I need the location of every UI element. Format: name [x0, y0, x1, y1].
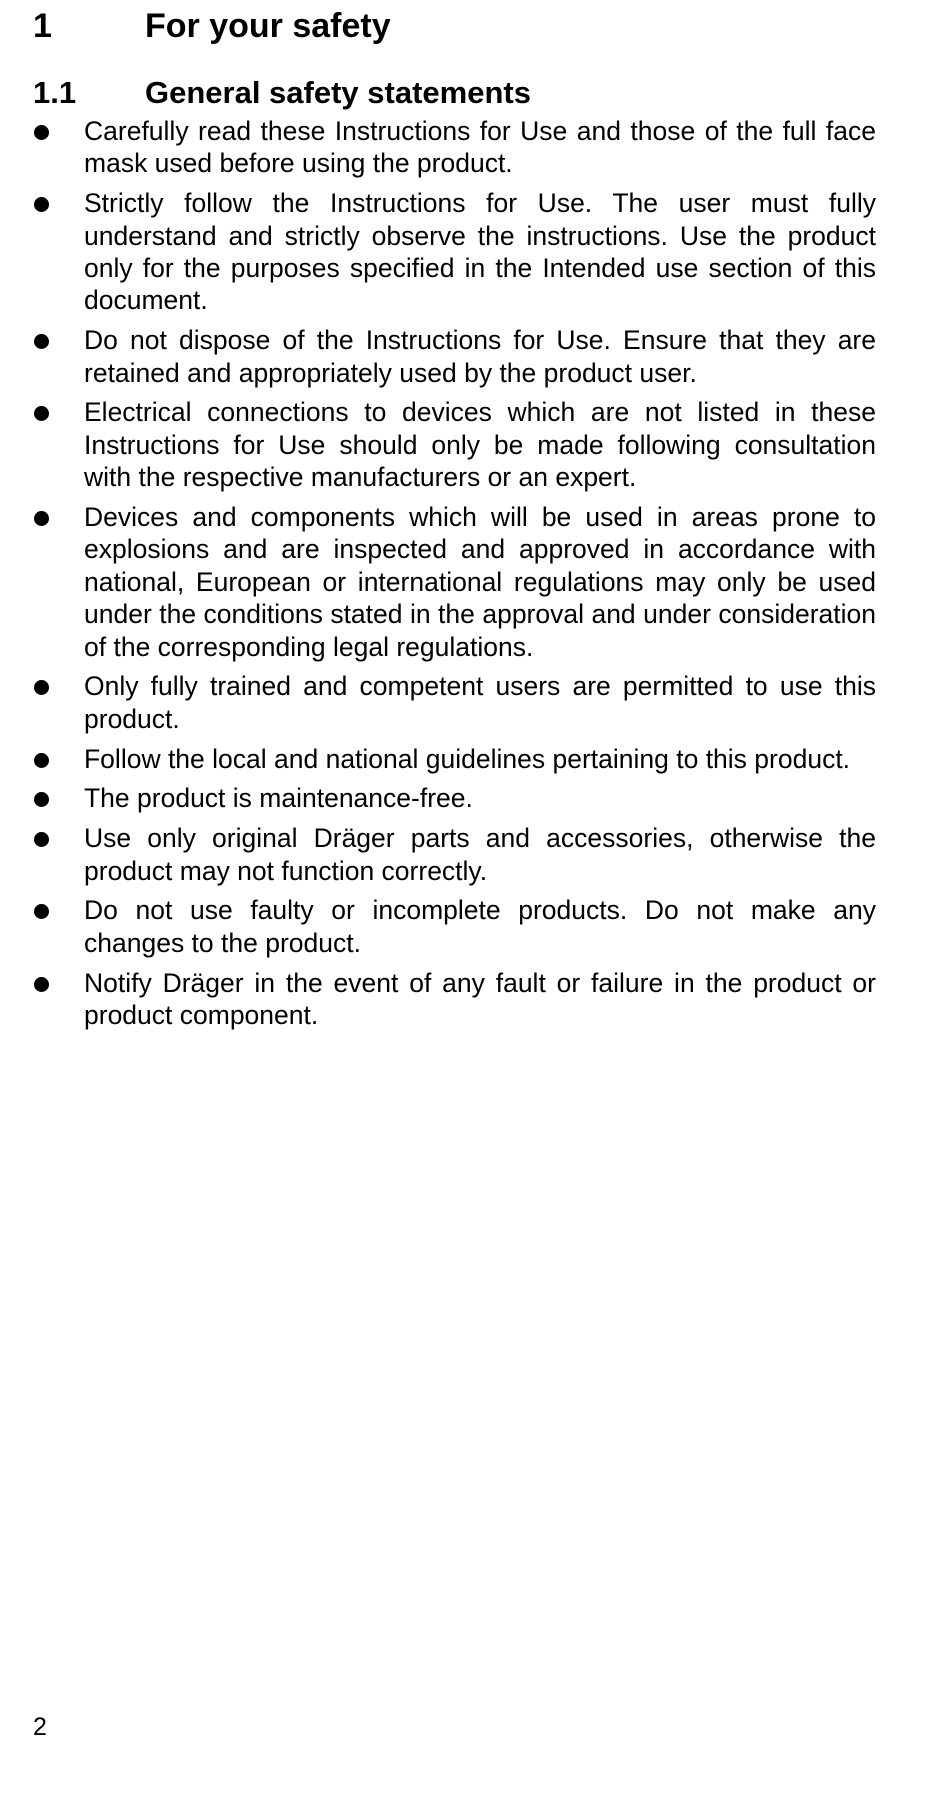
bullet-icon — [34, 832, 49, 847]
list-item — [84, 187, 876, 317]
list-item — [84, 501, 876, 663]
list-item — [84, 670, 876, 735]
subsection-number: 1.1 — [33, 75, 77, 110]
safety-statements-list — [84, 115, 876, 1039]
bullet-icon — [34, 680, 49, 695]
list-item — [84, 324, 876, 389]
list-item-text: Strictly follow the Instructions for Use. The user must fully understand and strictly observe the instructions. Use the product only for the purposes specified in the Intended use section of this document. — [84, 188, 876, 316]
list-item-text: Only fully trained and competent users are permitted to use this product. — [84, 671, 876, 734]
section-title: For your safety — [145, 7, 391, 45]
bullet-icon — [34, 511, 49, 526]
list-item — [84, 894, 876, 959]
bullet-icon — [34, 753, 49, 768]
list-item-text: Notify Dräger in the event of any fault or failure in the product or product component. — [84, 967, 876, 1031]
list-item — [84, 115, 876, 180]
bullet-icon — [34, 334, 49, 349]
section-heading — [33, 9, 391, 43]
bullet-icon — [34, 125, 49, 140]
list-item-text: Do not dispose of the Instructions for Use. Ensure that they are retained and appropriately used by the product user. — [84, 325, 876, 388]
page-number: 2 — [33, 1713, 47, 1741]
bullet-icon — [34, 197, 49, 212]
list-item-text: Carefully read these Instructions for Use and those of the full face mask used before using the product. — [84, 116, 876, 179]
list-item — [84, 967, 876, 1032]
list-item — [84, 782, 876, 814]
list-item-text: Do not use faulty or incomplete products. Do not make any changes to the product. — [84, 895, 876, 958]
bullet-icon — [34, 406, 49, 421]
list-item-text: The product is maintenance-free. — [84, 783, 473, 814]
section-number: 1 — [33, 7, 52, 45]
subsection-heading — [33, 77, 531, 108]
list-item-text: Follow the local and national guidelines pertaining to this product. — [84, 743, 851, 774]
bullet-icon — [34, 904, 49, 919]
list-item — [84, 396, 876, 493]
list-item-text: Electrical connections to devices which are not listed in these Instructions for Use should only be made following consultation with the respective manufacturers or an expert. — [84, 397, 876, 493]
list-item-text: Devices and components which will be used in areas prone to explosions and are inspected and approved in accordance with national, European or international regulations may only be used under the conditions stated in the approval and under consideration of the corresponding legal regulations. — [84, 502, 876, 662]
list-item-text: Use only original Dräger parts and accessories, otherwise the product may not function correctly. — [84, 823, 876, 886]
subsection-title: General safety statements — [145, 75, 531, 110]
list-item — [84, 822, 876, 887]
bullet-icon — [34, 792, 49, 807]
bullet-icon — [34, 977, 49, 992]
list-item — [84, 743, 876, 775]
